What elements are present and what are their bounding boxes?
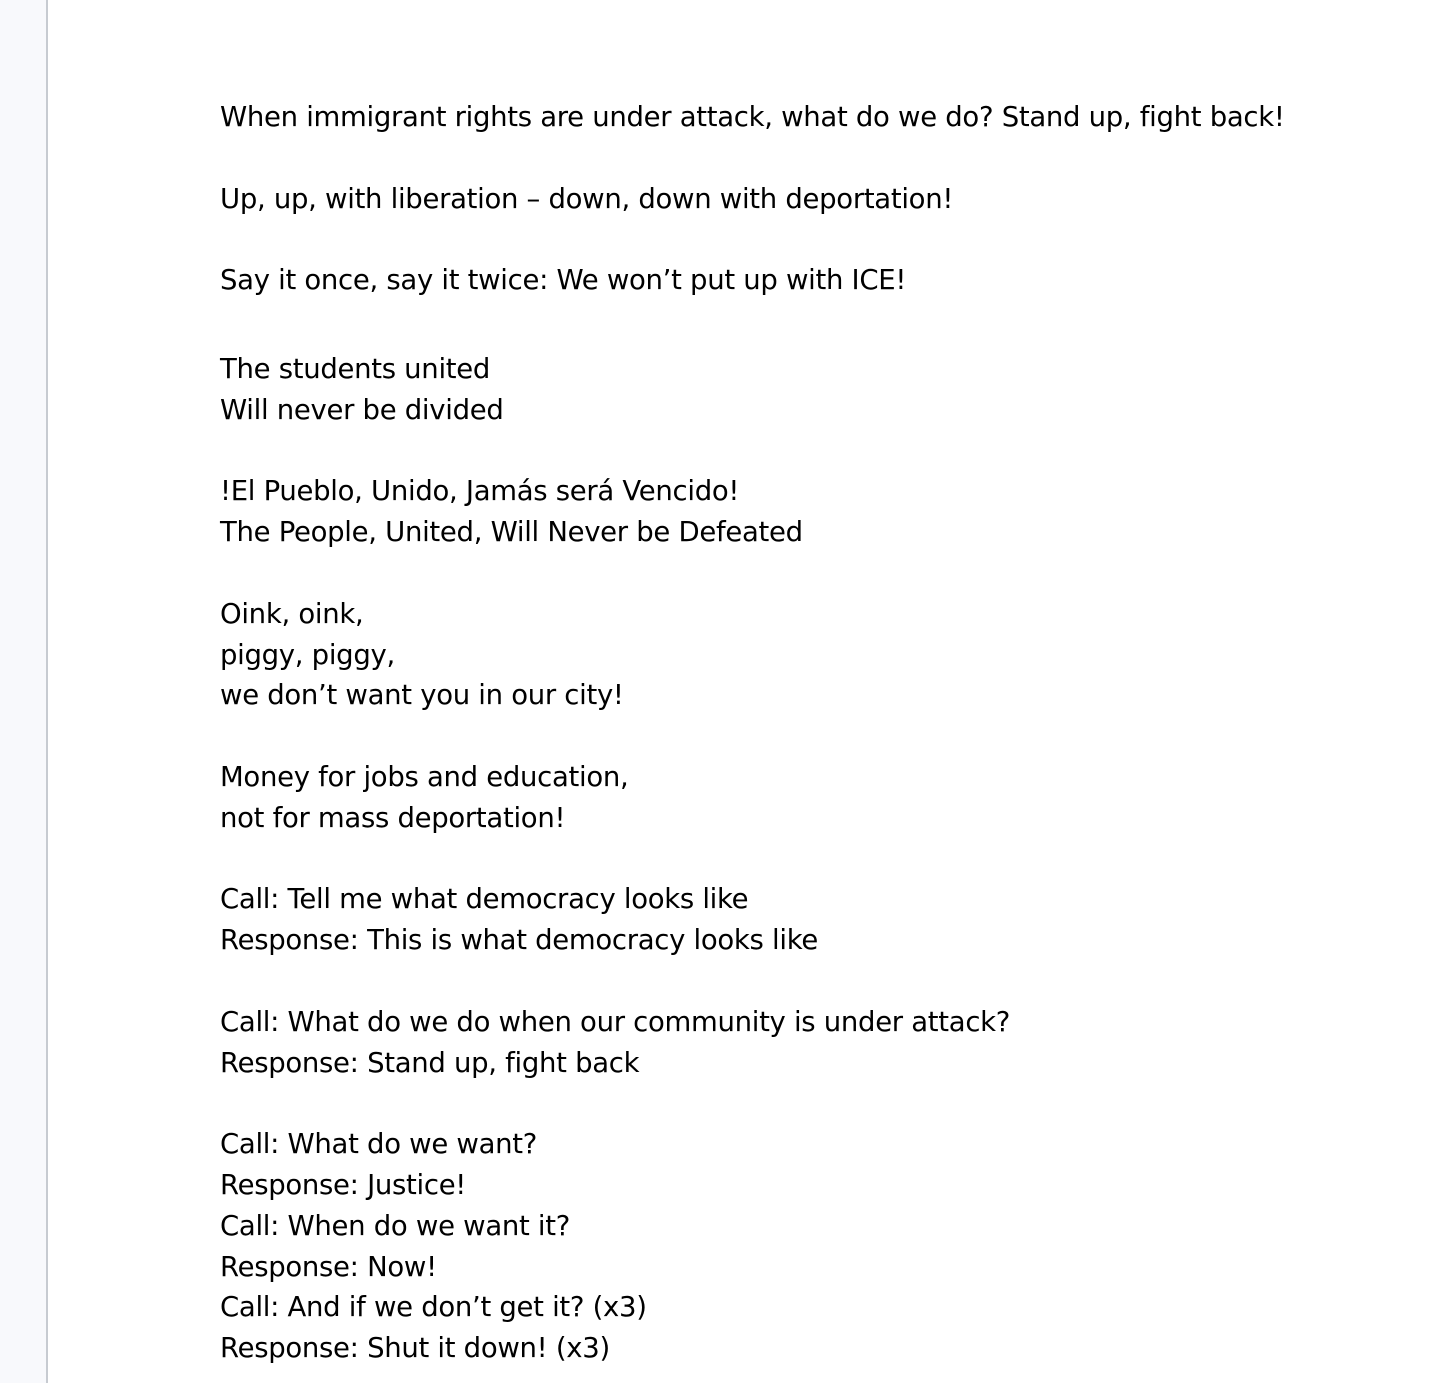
chant-line: Oink, oink, — [220, 597, 364, 630]
chant-line: Up, up, with liberation – down, down with deportation! — [220, 182, 954, 215]
chant-line: The People, United, Will Never be Defeated — [220, 516, 803, 549]
paragraph-spacer — [220, 219, 1420, 260]
paragraph-spacer — [220, 138, 1420, 179]
document-body[interactable] — [220, 97, 1420, 1369]
chant-paragraph — [220, 1002, 1420, 1084]
chant-line: Call: What do we do when our community is under attack? — [220, 1005, 1011, 1038]
chant-paragraph — [220, 1124, 1420, 1369]
chant-line: Money for jobs and education, — [220, 760, 629, 793]
paragraph-spacer — [220, 961, 1420, 1002]
chant-line: Call: When do we want it? — [220, 1209, 571, 1242]
chant-line: Response: Shut it down! (x3) — [220, 1332, 610, 1365]
left-gutter — [0, 0, 46, 1383]
chant-line: not for mass deportation! — [220, 801, 566, 834]
chant-line: When immigrant rights are under attack, what do we do? Stand up, fight back! — [220, 101, 1285, 133]
chant-paragraph — [220, 179, 1420, 220]
chant-line: Call: And if we don’t get it? (x3) — [220, 1291, 647, 1324]
paragraph-spacer — [220, 431, 1420, 472]
chant-line: Call: What do we want? — [220, 1128, 538, 1161]
chant-paragraph — [220, 471, 1420, 553]
paragraph-spacer — [220, 301, 1420, 349]
chant-line: we don’t want you in our city! — [220, 679, 624, 712]
chant-line: The students united — [220, 352, 491, 385]
chant-line: Response: Now! — [220, 1250, 437, 1283]
chant-paragraph — [220, 97, 1420, 138]
chant-line: Response: Justice! — [220, 1168, 467, 1201]
document-page — [46, 0, 1456, 1383]
chant-line: !El Pueblo, Unido, Jamás será Vencido! — [220, 475, 740, 508]
chant-paragraph — [220, 594, 1420, 716]
chant-line: piggy, piggy, — [220, 638, 395, 671]
chant-paragraph — [220, 349, 1420, 431]
paragraph-spacer — [220, 839, 1420, 880]
paragraph-spacer — [220, 553, 1420, 594]
chant-paragraph — [220, 757, 1420, 839]
chant-paragraph — [220, 879, 1420, 961]
paragraph-spacer — [220, 1083, 1420, 1124]
chant-paragraph — [220, 260, 1420, 301]
chant-line: Response: This is what democracy looks like — [220, 924, 818, 957]
chant-line: Will never be divided — [220, 393, 504, 426]
paragraph-spacer — [220, 716, 1420, 757]
chant-line: Call: Tell me what democracy looks like — [220, 883, 749, 916]
chant-line: Say it once, say it twice: We won’t put up with ICE! — [220, 264, 907, 297]
chant-line: Response: Stand up, fight back — [220, 1046, 640, 1079]
